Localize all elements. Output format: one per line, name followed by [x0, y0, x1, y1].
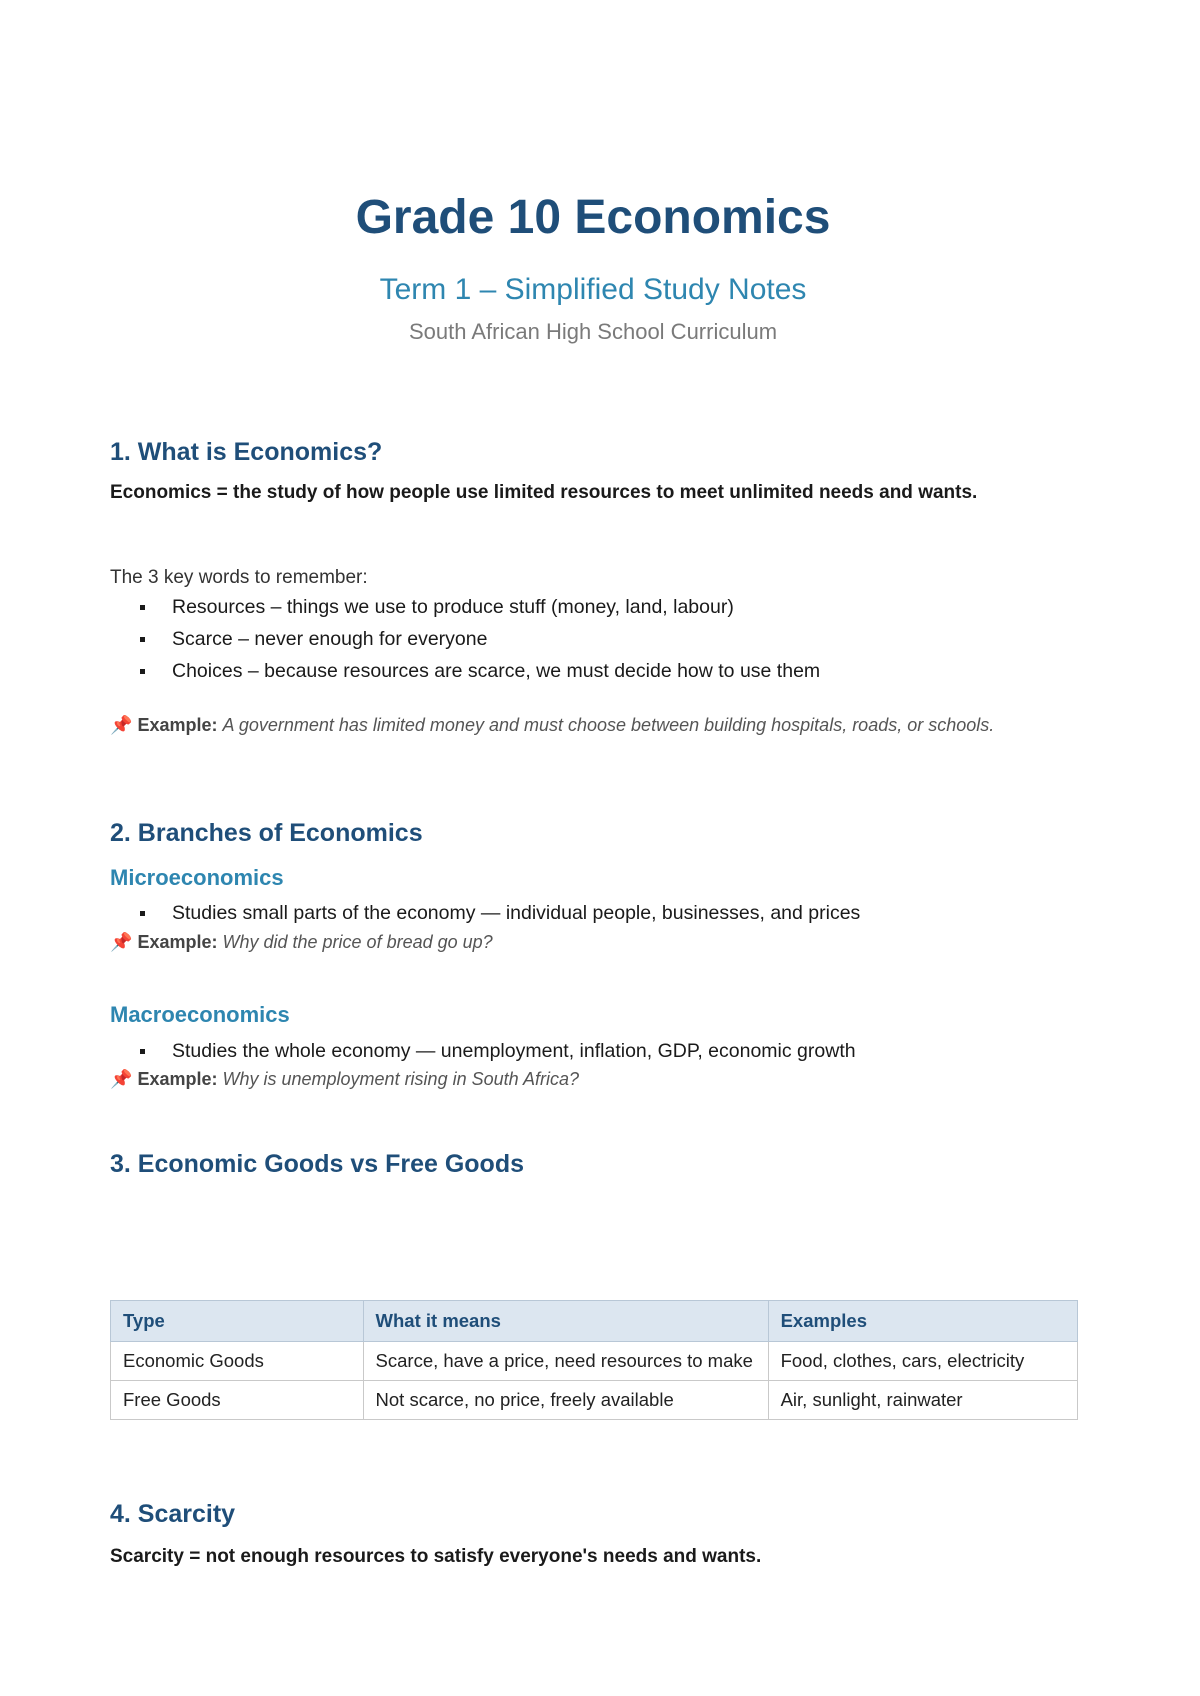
example-text: Why is unemployment rising in South Africa? [222, 1069, 579, 1089]
micro-list [110, 897, 1076, 929]
table-cell: Free Goods [111, 1381, 364, 1420]
section-heading-branches: 2. Branches of Economics [110, 819, 423, 847]
example-text: Why did the price of bread go up? [222, 932, 493, 952]
macro-list [110, 1035, 1076, 1067]
list-item-text: Scarce – never enough for everyone [172, 628, 488, 650]
section-heading-what-is-economics: 1. What is Economics? [110, 438, 383, 466]
list-item-text: Studies the whole economy — unemployment, inflation, GDP, economic growth [172, 1040, 856, 1062]
table-header-examples: Examples [768, 1301, 1077, 1342]
square-bullet-icon [140, 1049, 145, 1054]
square-bullet-icon [140, 605, 145, 610]
document-subtitle: Term 1 – Simplified Study Notes [379, 273, 807, 306]
list-item [110, 1035, 1076, 1067]
document-title: Grade 10 Economics [355, 191, 831, 244]
list-item-text: Choices – because resources are scarce, we must decide how to use them [172, 660, 821, 682]
list-item [110, 591, 1076, 623]
key-words-intro: The 3 key words to remember: [110, 567, 368, 588]
list-item-text: Studies small parts of the economy — individual people, businesses, and prices [172, 902, 861, 924]
key-words-list [110, 591, 1076, 687]
section-heading-goods: 3. Economic Goods vs Free Goods [110, 1150, 524, 1178]
subheading-macroeconomics: Macroeconomics [110, 1002, 290, 1027]
curriculum-label: South African High School Curriculum [408, 319, 778, 344]
table-header-type: Type [111, 1301, 364, 1342]
example-macro [110, 1068, 1060, 1091]
table-row [111, 1342, 1078, 1381]
list-item-text: Resources – things we use to produce stuff (money, land, labour) [172, 596, 734, 618]
scarcity-definition: Scarcity = not enough resources to satisfy everyone's needs and wants. [110, 1546, 762, 1567]
example-label: Example: [137, 1069, 218, 1089]
pushpin-icon: 📌 [110, 932, 133, 952]
example-government [110, 714, 1060, 737]
table-header-meaning: What it means [363, 1301, 768, 1342]
section-heading-scarcity: 4. Scarcity [110, 1500, 236, 1528]
square-bullet-icon [140, 911, 145, 916]
pushpin-icon: 📌 [110, 715, 133, 735]
table-cell: Economic Goods [111, 1342, 364, 1381]
pushpin-icon: 📌 [110, 1069, 133, 1089]
goods-table [110, 1300, 1078, 1420]
subheading-microeconomics: Microeconomics [110, 865, 284, 890]
table-cell: Food, clothes, cars, electricity [768, 1342, 1077, 1381]
example-micro [110, 931, 1060, 954]
example-label: Example: [137, 932, 218, 952]
table-cell: Scarce, have a price, need resources to make [363, 1342, 768, 1381]
table-row [111, 1381, 1078, 1420]
square-bullet-icon [140, 669, 145, 674]
example-text: A government has limited money and must choose between building hospitals, roads, or schools. [222, 715, 995, 735]
list-item [110, 655, 1076, 687]
list-item [110, 897, 1076, 929]
example-label: Example: [137, 715, 218, 735]
economics-definition: Economics = the study of how people use limited resources to meet unlimited needs and wants. [110, 482, 978, 503]
table-cell: Not scarce, no price, freely available [363, 1381, 768, 1420]
table-header-row [111, 1301, 1078, 1342]
list-item [110, 623, 1076, 655]
square-bullet-icon [140, 637, 145, 642]
table-cell: Air, sunlight, rainwater [768, 1381, 1077, 1420]
